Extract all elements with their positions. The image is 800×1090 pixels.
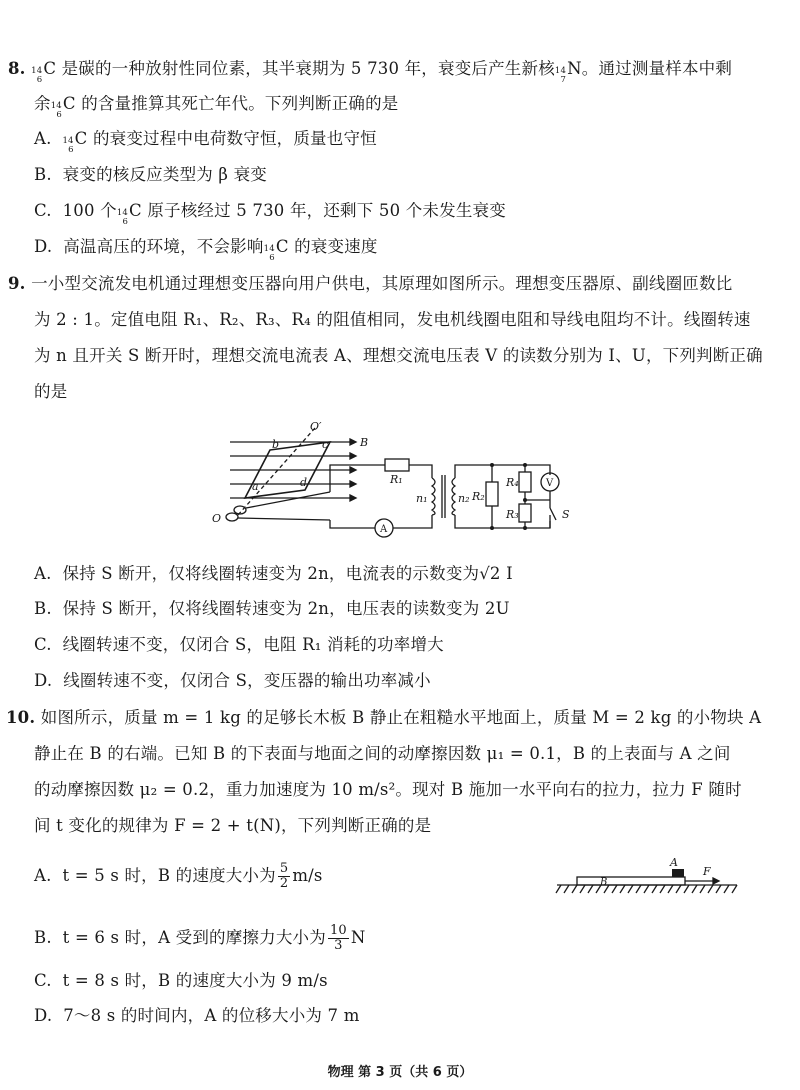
label-d: d bbox=[300, 476, 308, 489]
label-o: O bbox=[212, 512, 222, 525]
fraction-five-halves: $\frac{5}{2}$ bbox=[279, 861, 289, 891]
q8-iso-c: 14 6 bbox=[31, 66, 43, 85]
q10-stem-line4: 间 t 变化的规律为 F = 2 + t(N)，下列判断正确的是 bbox=[34, 816, 432, 835]
q10-stem-line1: 10. 如图所示，质量 m = 1 kg 的足够长木板 B 静止在粗糙水平地面上，质量 M = 2 kg 的小物块 A bbox=[6, 708, 762, 727]
label-r4: R₄ bbox=[506, 476, 519, 489]
fraction-ten-thirds: $\frac{10}{3}$ bbox=[329, 923, 347, 953]
q9-option-c: C. 线圈转速不变，仅闭合 S，电阻 R₁ 消耗的功率增大 bbox=[34, 635, 444, 654]
q10-option-b: B. t = 6 s 时，A 受到的摩擦力大小为 $\frac{10}{3}$ N bbox=[34, 923, 366, 953]
q9-option-a: A. 保持 S 断开，仅将线圈转速变为 2n，电流表的示数变为√2 I bbox=[34, 564, 513, 583]
q10-block-diagram bbox=[555, 853, 740, 898]
label-o-prime: O′ bbox=[310, 420, 322, 433]
q8-option-a: A. 14 6 C 的衰变过程中电荷数守恒，质量也守恒 bbox=[34, 129, 377, 155]
q8-option-d: D. 高温高压的环境，不会影响 14 6 C 的衰变速度 bbox=[34, 237, 378, 263]
q10-stem-line2: 静止在 B 的右端。已知 B 的下表面与地面之间的动摩擦因数 μ₁ = 0.1，B 的上表面与 A 之间 bbox=[34, 744, 731, 763]
q10-option-a: A. t = 5 s 时，B 的速度大小为 $\frac{5}{2}$ m/s bbox=[34, 861, 323, 891]
label-s: S bbox=[562, 508, 570, 521]
q8-stem-line1: 8. 14 6 C 是碳的一种放射性同位素，其半衰期为 5 730 年，衰变后产生新核 14 7 N。通过测量样本中剩 bbox=[8, 59, 733, 85]
label-r2: R₂ bbox=[472, 490, 485, 503]
q9-stem-line2: 为 2 : 1。定值电阻 R₁、R₂、R₃、R₄ 的阻值相同，发电机线圈电阻和导线电阻均不计。线圈转速 bbox=[34, 310, 751, 329]
q9-stem-line4: 的是 bbox=[34, 382, 68, 401]
q9-option-d: D. 线圈转速不变，仅闭合 S，变压器的输出功率减小 bbox=[34, 671, 431, 690]
label-n2: n₂ bbox=[458, 492, 470, 505]
label-field-b: B bbox=[360, 436, 369, 449]
label-block-a: A bbox=[670, 856, 678, 869]
label-c: c bbox=[322, 438, 329, 451]
q10-option-c: C. t = 8 s 时，B 的速度大小为 9 m/s bbox=[34, 971, 328, 990]
q8-stem-line2: 余 14 6 C 的含量推算其死亡年代。下列判断正确的是 bbox=[34, 94, 399, 120]
label-force-f: F bbox=[703, 865, 711, 878]
page-footer: 物理 第 3 页（共 6 页） bbox=[327, 1065, 473, 1080]
label-a: a bbox=[252, 480, 259, 493]
q9-circuit-diagram bbox=[210, 420, 580, 540]
q8-iso-n: 14 7 bbox=[554, 66, 567, 85]
q8-option-c: C. 100 个 14 6 C 原子核经过 5 730 年，还剩下 50 个未发生衰变 bbox=[34, 201, 506, 227]
label-ammeter: A bbox=[380, 524, 388, 535]
q9-stem-line1: 9. 一小型交流发电机通过理想变压器向用户供电，其原理如图所示。理想变压器原、副线圈匝数比 bbox=[8, 274, 733, 293]
label-r1: R₁ bbox=[390, 473, 403, 486]
block-a bbox=[672, 869, 684, 877]
label-b: b bbox=[272, 438, 280, 451]
q9-option-b: B. 保持 S 断开，仅将线圈转速变为 2n，电压表的读数变为 2U bbox=[34, 599, 510, 618]
q8-number: 8. bbox=[8, 59, 26, 78]
q8-option-b: B. 衰变的核反应类型为 β 衰变 bbox=[34, 165, 268, 184]
q10-option-d: D. 7～8 s 的时间内，A 的位移大小为 7 m bbox=[34, 1006, 360, 1025]
label-v: V bbox=[546, 478, 554, 489]
label-r3: R₃ bbox=[506, 508, 519, 521]
q9-stem-line3: 为 n 且开关 S 断开时，理想交流电流表 A、理想交流电压表 V 的读数分别为 I、U，下列判断正确 bbox=[34, 346, 763, 365]
q10-stem-line3: 的动摩擦因数 μ₂ = 0.2，重力加速度为 10 m/s²。现对 B 施加一水平向右的拉力，拉力 F 随时 bbox=[34, 780, 742, 799]
label-n1: n₁ bbox=[416, 492, 428, 505]
label-board-b: B bbox=[600, 877, 608, 888]
